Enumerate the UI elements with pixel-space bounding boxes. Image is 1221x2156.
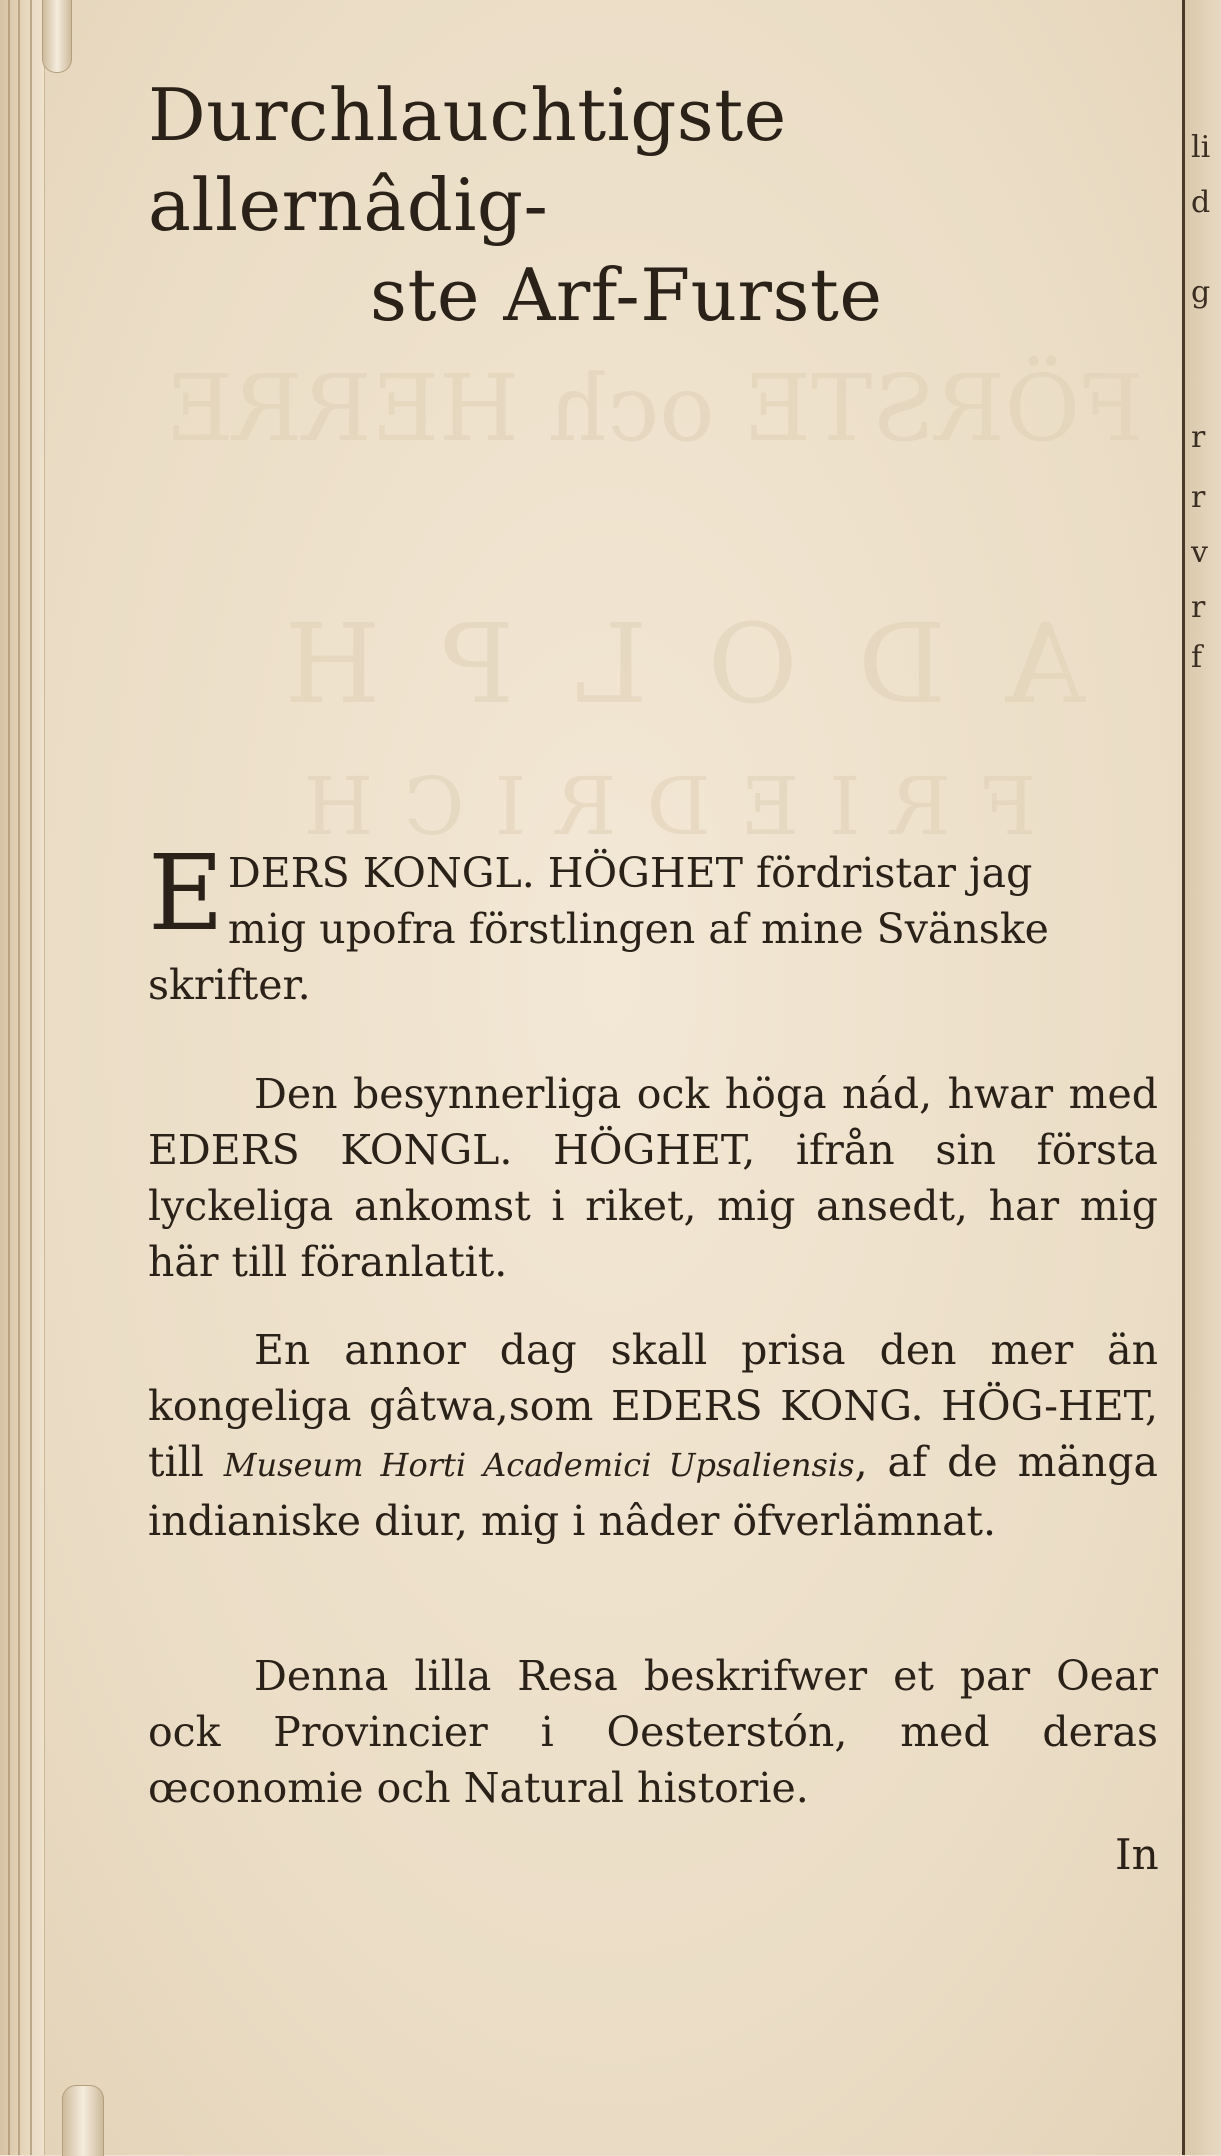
paragraph-3 <box>148 1322 1158 1549</box>
adjacent-page-edge <box>1182 0 1221 2155</box>
margin-letter: r <box>1191 480 1206 515</box>
page-binding <box>0 0 45 2155</box>
title-line-2: ste Arf-Furste <box>370 253 883 337</box>
paragraph-4: Denna lilla Resa beskrifwer et par Oear ock Provincier i Oesterstón, med deras œconomie och Natural historie. <box>148 1652 1158 1812</box>
opening-first-line: DERS KONGL. HÖGHET fördristar jag <box>227 849 1033 897</box>
binding-line <box>30 0 32 2155</box>
margin-letter: f <box>1191 640 1203 675</box>
bleed-through-text: ADOLPH <box>224 600 1086 728</box>
bleed-through-text: FÖRSTE och HERRE <box>166 355 1144 462</box>
drop-initial: E <box>148 832 224 954</box>
paragraph-3-start: En annor dag skall prisa den mer än kongeliga gâtwa,som EDERS KONG. HÖG-HET, till <box>148 1326 1158 1486</box>
opening-paragraph <box>148 832 1158 1013</box>
margin-letter: g <box>1191 275 1211 310</box>
binding-line <box>8 0 10 2155</box>
paragraph-2: Den besynnerliga ock höga nád, hwar med EDERS KONGL. HÖGHET, ifrån sin första lyckeliga ankomst i riket, mig ansedt, har mig här till föranlatit. <box>148 1070 1158 1286</box>
margin-letter: v <box>1191 535 1208 570</box>
margin-letter: r <box>1191 420 1206 455</box>
page-title <box>148 70 1148 340</box>
title-line-1: Durchlauchtigste allernâdig- <box>148 73 787 247</box>
page-clip-top <box>42 0 72 73</box>
italic-latin-title: Museum Horti Academici Upsaliensis <box>223 1446 855 1484</box>
margin-letter: li <box>1191 130 1211 165</box>
paragraph-3-end: , af de mänga indianiske diur, mig i nâder öfverlämnat. <box>148 1438 1158 1545</box>
page-clip-bottom <box>62 2085 104 2156</box>
opening-rest: mig upofra förstlingen af mine Svänske skrifter. <box>148 905 1049 1009</box>
catchword: In <box>1115 1830 1159 1879</box>
bleed-through-text: FRIEDRICH <box>273 760 1037 853</box>
margin-letter: d <box>1191 185 1211 220</box>
margin-letter: r <box>1191 590 1206 625</box>
binding-line <box>18 0 20 2155</box>
